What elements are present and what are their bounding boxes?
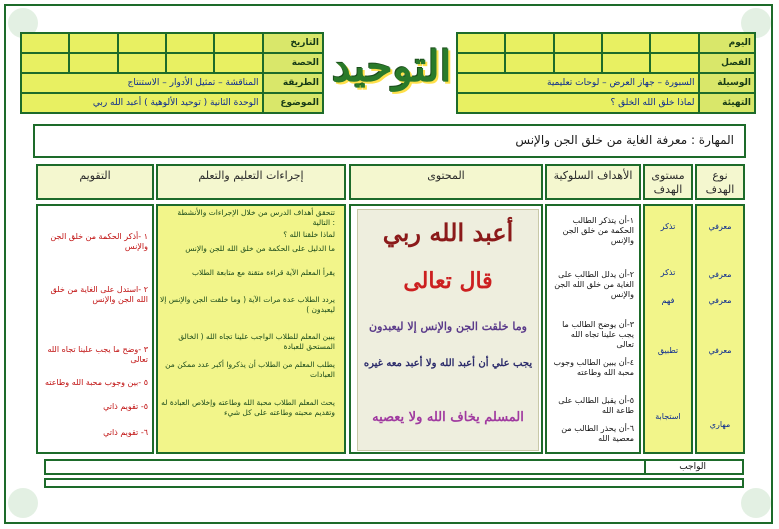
right-info-table [456, 32, 756, 114]
evaluation-item: ٢ -استدل على الغاية من خلق الله الجن والإنس [50, 285, 148, 304]
tools-value: السبورة – جهاز العرض – لوحات تعليمية [457, 73, 699, 93]
topic-label: الموضوع [263, 93, 323, 113]
header-procedures: إجراءات التعليم والتعلم [156, 164, 346, 200]
evaluation-item: ٣ -وضح ما يجب علينا تجاه الله تعالى [47, 345, 148, 364]
content-title: أعبد الله ربي [382, 218, 514, 247]
objective-item: ١-أن يتذكر الطالب الحكمة من خلق الجن والإنس [562, 216, 634, 245]
type-item: معرفي [708, 270, 732, 279]
evaluation-item: ١ -أذكر الحكمة من خلق الجن والإنس [50, 232, 148, 251]
skill-text: المهارة : معرفة الغاية من خلق الجن والإنس [515, 133, 734, 147]
header-objectives: الأهداف السلوكية [545, 164, 641, 200]
corner-ornament [741, 488, 771, 518]
content-statement: يجب علي أن أعبد الله ولا أعبد معه غيره [363, 358, 533, 369]
type-item: معرفي [708, 296, 732, 305]
tools-label: الوسيلة [699, 73, 755, 93]
procedure-item: لماذا خلقنا الله ؟ [283, 230, 335, 239]
type-item: معرفي [708, 346, 732, 355]
method-label: الطريقة [263, 73, 323, 93]
homework-divider [644, 461, 646, 473]
header-type: نوع الهدف [695, 164, 745, 200]
homework-answer-row [44, 478, 744, 488]
left-info-table [20, 32, 324, 114]
level-item: استجابة [655, 412, 681, 421]
intro-label: التهيئة [699, 93, 755, 113]
homework-row [44, 459, 744, 475]
procedure-item: يردد الطلاب عدة مرات الآية ( وما خلقت الجن والإنس إلا ليعبدون ) [160, 295, 335, 314]
objective-item: ٢-أن يدلل الطالب على الغاية من خلق الله الجن والإنس [554, 270, 634, 299]
intro-value: لماذا خلق الله الخلق ؟ [457, 93, 699, 113]
header-level: مستوى الهدف [643, 164, 693, 200]
procedure-item: يبين المعلم للطلاب الواجب علينا تجاه الله ( الخالق المستحق للعبادة [178, 332, 335, 351]
procedure-item: تتحقق أهداف الدرس من خلال الإجراءات والأنشطة التالية : [177, 208, 335, 227]
procedure-item: يطلب المعلم من الطلاب أن يذكروا أكبر عدد ممكن من العبادات [165, 360, 335, 379]
content-verse: وما خلقت الجن والإنس إلا ليعبدون [369, 320, 527, 333]
procedure-item: يحث المعلم الطلاب محبة الله وطاعته وإخلاص العبادة له وتقديم محبته وطاعته على كل شيء [161, 398, 335, 417]
period-label: الحصة [263, 53, 323, 73]
evaluation-item: ٥ -بين وجوب محبة الله وطاعته [45, 378, 148, 387]
date-label: التاريخ [263, 33, 323, 53]
topic-value: الوحدة الثانية ( توحيد الألوهية ) أعبد الله ربي [21, 93, 263, 113]
skill-bar [33, 124, 746, 158]
objective-item: ٤-أن يبين الطالب وجوب محبة الله وطاعته [553, 358, 634, 377]
type-item: مهاري [709, 420, 731, 429]
procedure-item: ما الدليل على الحكمة من خلق الله للجن والإنس [185, 244, 335, 253]
day-label: اليوم [699, 33, 755, 53]
type-column [695, 204, 745, 454]
homework-label: الواجب [679, 462, 706, 472]
content-muslim: المسلم يخاف الله ولا يعصيه [372, 410, 524, 425]
objective-item: ٣-أن يوضح الطالب ما يجب علينا تجاه الله تعالى [562, 320, 634, 349]
method-value: المناقشة – تمثيل الأدوار – الاستنتاج [21, 73, 263, 93]
objective-item: ٥-أن يقبل الطالب على طاعة الله [558, 396, 634, 415]
level-item: تذكر [660, 222, 676, 231]
objective-item: ٦-أن يحذر الطالب من معصية الله [561, 424, 634, 443]
class-label: الفصل [699, 53, 755, 73]
level-item: تطبيق [657, 346, 679, 355]
evaluation-item: ٥- تقويم ذاتي [103, 402, 148, 411]
level-item: فهم [661, 296, 675, 305]
procedure-item: يقرأ المعلم الآية قراءة متقنة مع متابعة الطلاب [191, 268, 335, 277]
level-item: تذكر [660, 268, 676, 277]
evaluation-item: ٦- تقويم ذاتي [103, 428, 148, 437]
content-card [357, 209, 539, 451]
subject-logo: التوحيد [332, 42, 452, 91]
type-item: معرفي [708, 222, 732, 231]
header-evaluation: التقويم [36, 164, 154, 200]
content-verse-intro: قال تعالى [403, 268, 493, 294]
corner-ornament [8, 488, 38, 518]
header-content: المحتوى [349, 164, 543, 200]
